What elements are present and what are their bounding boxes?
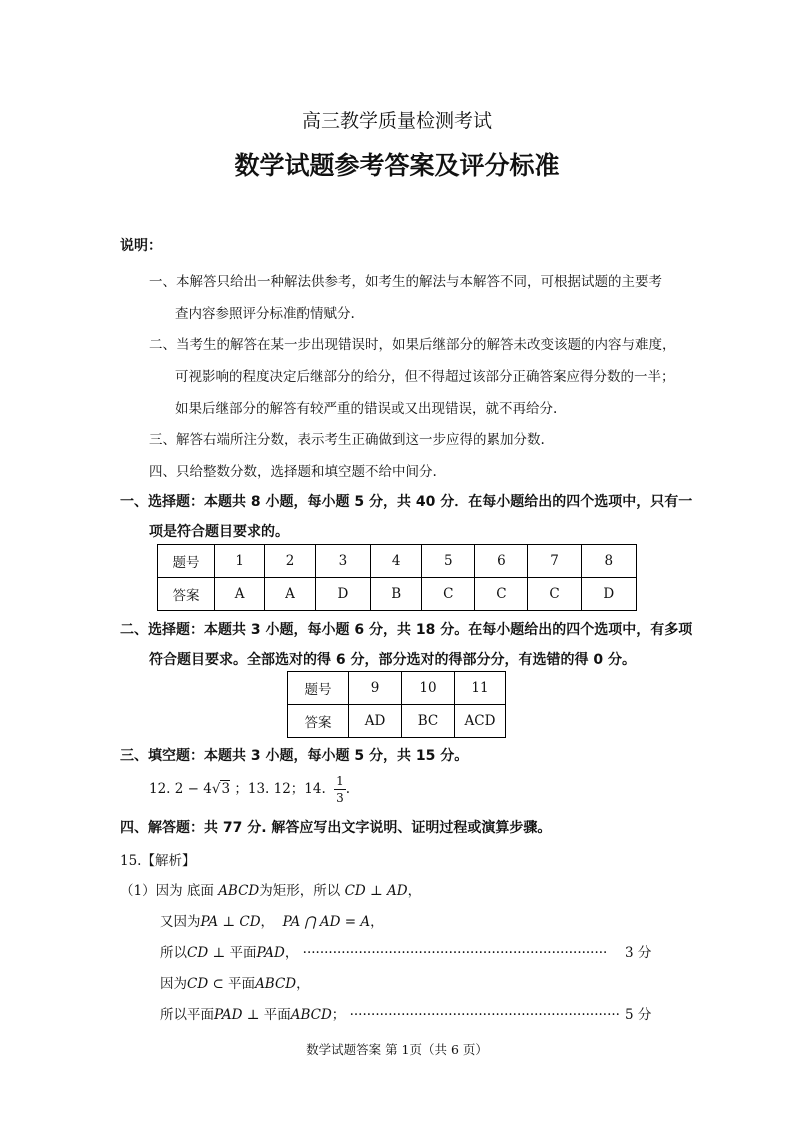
solution-step-2 bbox=[160, 910, 384, 930]
section1-line1: 一、选择题：本题共 8 小题，每小题 5 分，共 40 分．在每小题给出的四个选项中，只有一 bbox=[120, 494, 693, 510]
step-text: ⊂ 平面 bbox=[212, 976, 256, 992]
fraction-denominator: 3 bbox=[336, 791, 344, 805]
q12-expr: 2 − 4 bbox=[174, 781, 212, 797]
table-cell: A bbox=[265, 578, 315, 611]
table-cell: 8 bbox=[581, 545, 636, 578]
solution-step-5 bbox=[160, 1003, 620, 1023]
sqrt-icon: √ bbox=[211, 781, 221, 797]
answer-table-1 bbox=[157, 544, 637, 611]
section3-line1: 三、填空题：本题共 3 小题，每小题 5 分，共 15 分。 bbox=[120, 748, 469, 764]
math-intersection: PA ⋂ AD = A bbox=[282, 914, 371, 930]
math-cd: CD bbox=[187, 976, 209, 992]
table-row bbox=[288, 672, 506, 705]
table-row bbox=[158, 545, 637, 578]
table-cell: 4 bbox=[371, 545, 422, 578]
score-3: 3 分 bbox=[625, 945, 652, 961]
note-line-4: 可视影响的程度决定后继部分的给分，但不得超过该部分正确答案应得分数的一半； bbox=[175, 369, 675, 385]
table-cell: 5 bbox=[422, 545, 475, 578]
table-cell: C bbox=[475, 578, 528, 611]
section2-line2: 符合题目要求。全部选对的得 6 分，部分选对的得部分分，有选错的得 0 分。 bbox=[149, 652, 636, 668]
table-cell: 答案 bbox=[158, 578, 215, 611]
q12-label: 12. bbox=[149, 781, 171, 797]
leader-dots: ······································································· bbox=[302, 945, 608, 961]
step-text: ⊥ 平面 bbox=[246, 1007, 291, 1023]
note-line-3: 二、当考生的解答在某一步出现错误时，如果后继部分的解答未改变该题的内容与难度， bbox=[149, 337, 676, 353]
q14-end: . bbox=[345, 781, 351, 797]
table-cell: C bbox=[422, 578, 475, 611]
math-abcd: ABCD bbox=[255, 976, 297, 992]
step-text: 又因为 bbox=[160, 914, 201, 930]
math-cd-perp-ad: CD ⊥ AD bbox=[344, 883, 408, 899]
note-line-1: 一、本解答只给出一种解法供参考，如考生的解法与本解答不同，可根据试题的主要考 bbox=[149, 274, 662, 290]
table-cell: D bbox=[315, 578, 370, 611]
answer-table-2 bbox=[287, 671, 506, 738]
table-cell: ACD bbox=[455, 705, 506, 738]
table-cell: 6 bbox=[475, 545, 528, 578]
step-text: ， bbox=[370, 914, 384, 930]
table-cell: 1 bbox=[215, 545, 265, 578]
step-text: ， bbox=[407, 883, 422, 899]
note-line-2: 查内容参照评分标准酌情赋分. bbox=[175, 306, 355, 322]
page-footer: 数学试题答案 第 1页（共 6 页） bbox=[306, 1042, 488, 1057]
step-text: ； bbox=[331, 1007, 346, 1023]
table-cell: 3 bbox=[315, 545, 370, 578]
note-line-6: 三、解答右端所注分数，表示考生正确做到这一步应得的累加分数. bbox=[149, 432, 545, 448]
fill-in-answers bbox=[149, 772, 350, 806]
score-5: 5 分 bbox=[625, 1007, 652, 1023]
table-cell: 题号 bbox=[288, 672, 349, 705]
leader-dots: ······························································· bbox=[349, 1007, 620, 1023]
table-row bbox=[158, 578, 637, 611]
step-text: ⊥ 平面 bbox=[212, 945, 257, 961]
q13-q14: ；13. 12；14. bbox=[234, 781, 326, 797]
step-text: ， bbox=[296, 976, 310, 992]
math-pa-perp-cd: PA ⊥ CD bbox=[200, 914, 261, 930]
step-text: 因为 bbox=[160, 976, 187, 992]
solution-step-4 bbox=[160, 972, 310, 992]
solution-step-1 bbox=[120, 879, 421, 899]
exam-title: 高三教学质量检测考试 bbox=[301, 110, 492, 132]
table-cell: 7 bbox=[528, 545, 581, 578]
math-pad: PAD bbox=[214, 1007, 243, 1023]
table-cell: 11 bbox=[455, 672, 506, 705]
math-abcd: ABCD bbox=[218, 883, 260, 899]
step-text: 所以平面 bbox=[160, 1007, 214, 1023]
note-line-5: 如果后继部分的解答有较严重的错误或又出现错误，就不再给分. bbox=[175, 401, 558, 417]
table-cell: BC bbox=[402, 705, 455, 738]
math-abcd: ABCD bbox=[290, 1007, 332, 1023]
table-cell: AD bbox=[349, 705, 402, 738]
section1-line2: 项是符合题目要求的。 bbox=[149, 524, 289, 540]
table-cell: C bbox=[528, 578, 581, 611]
step-text: ， bbox=[260, 914, 275, 930]
doc-title: 数学试题参考答案及评分标准 bbox=[234, 151, 560, 180]
table-cell: 题号 bbox=[158, 545, 215, 578]
fraction-numerator: 1 bbox=[336, 774, 344, 788]
q14-fraction bbox=[334, 773, 346, 806]
note-line-7: 四、只给整数分数，选择题和填空题不给中间分. bbox=[149, 464, 437, 480]
math-pad: PAD bbox=[256, 945, 285, 961]
q15-label: 15.【解析】 bbox=[120, 853, 196, 869]
section2-line1: 二、选择题：本题共 3 小题，每小题 6 分，共 18 分。在每小题给出的四个选项中，有多项 bbox=[120, 622, 693, 638]
step-text: 所以 bbox=[160, 945, 187, 961]
q12-radicand: 3 bbox=[221, 781, 231, 797]
solution-step-3 bbox=[160, 941, 607, 961]
table-cell: 答案 bbox=[288, 705, 349, 738]
step-text: ， bbox=[284, 945, 299, 961]
step-text: 为矩形，所以 bbox=[259, 883, 341, 899]
math-cd: CD bbox=[187, 945, 209, 961]
step-text: （1）因为 底面 bbox=[120, 883, 214, 899]
table-cell: 10 bbox=[402, 672, 455, 705]
table-cell: 2 bbox=[265, 545, 315, 578]
table-cell: B bbox=[371, 578, 422, 611]
table-cell: D bbox=[581, 578, 636, 611]
table-cell: A bbox=[215, 578, 265, 611]
table-row bbox=[288, 705, 506, 738]
section4-line1: 四、解答题：共 77 分. 解答应写出文字说明、证明过程或演算步骤。 bbox=[120, 820, 552, 836]
table-cell: 9 bbox=[349, 672, 402, 705]
notes-heading: 说明： bbox=[120, 238, 162, 254]
